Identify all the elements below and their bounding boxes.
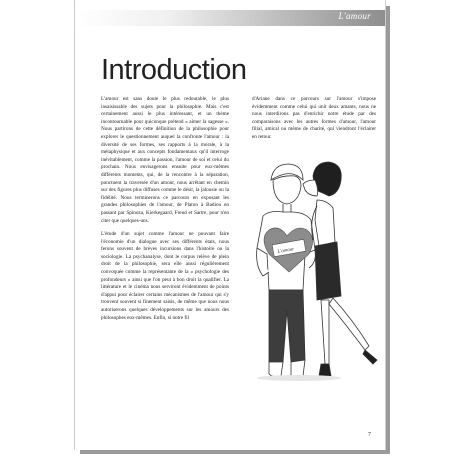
left-paragraph-1: L'amour est sans doute le plus redoutable, le plus insaisissable des sujets pour la philosophie. Mais c'est certainement aussi le plus intéressant, et un thème incontournable pour quiconque prétend « aimer la sagesse ». Nous partirons de cette définition de la philosophie pour explorer le questionnement auquel la confronte l'amour : la diversité de ses formes, ses rapports à la morale, à la métaphysique et aux concepts fondamentaux qu'il interroge inévitablement, comme la passion, l'amour de soi et celui du prochain. Nous envisagerons ensuite pour eux-mêmes différents moments, qui, de la rencontre à la séparation, ponctuent la traversée d'un amour, nous arrêtant en chemin sur des figures plus diffuses comme le désir, la jalousie ou la fidélité. Nous terminerons ce parcours en exposant les grandes philosophies de l'amour, de Platon à Badiou en passant par Spinoza, Kierkegaard, Freud et Sartre, pour n'en citer que quelques-uns. (101, 96, 229, 224)
running-header (75, 10, 385, 26)
page-number: 7 (368, 432, 371, 438)
right-column (252, 96, 376, 142)
woman-figure (303, 162, 377, 376)
heart-card-text: L'amour (277, 247, 295, 256)
running-header-label: L'amour (338, 11, 371, 21)
page-title: Introduction (101, 54, 247, 86)
man-figure (257, 164, 316, 378)
left-column (101, 96, 229, 322)
kissing-couple-illustration (229, 150, 379, 420)
left-paragraph-2: L'étude d'un sujet comme l'amour ne pouvant faire l'économie d'un dialogue avec ses différents états, nous ferons souvent de brèves incursions dans l'histoire ou la sociologie. La psychanalyse, dont le corpus relève de plein droit de la philosophie, sera elle aussi régulièrement convoquée comme la représentante de la « psychologie des profondeurs » ainsi que l'on peut à bon droit la qualifier. La littérature et le cinéma nous serviront évidemment de points d'appui pour éclairer certains mécanismes de l'amour qui s'y trouvent souvent si finement saisis, de même que nous nous autoriserons quelques développements sur les amours des philosophes eux-mêmes. Enfin, si notre fil (101, 231, 229, 321)
right-paragraph-1: d'Ariane dans ce parcours sur l'amour s'impose évidemment comme celui qui unit deux amants, nous ne nous interdirons pas d'enrichir notre étude par des comparaisons avec les autres formes d'amour, l'amour filial, amical ou même de charité, qui viendront l'éclairer en retour. (252, 96, 376, 140)
book-page (74, 0, 386, 450)
ground-shadow (257, 375, 341, 381)
